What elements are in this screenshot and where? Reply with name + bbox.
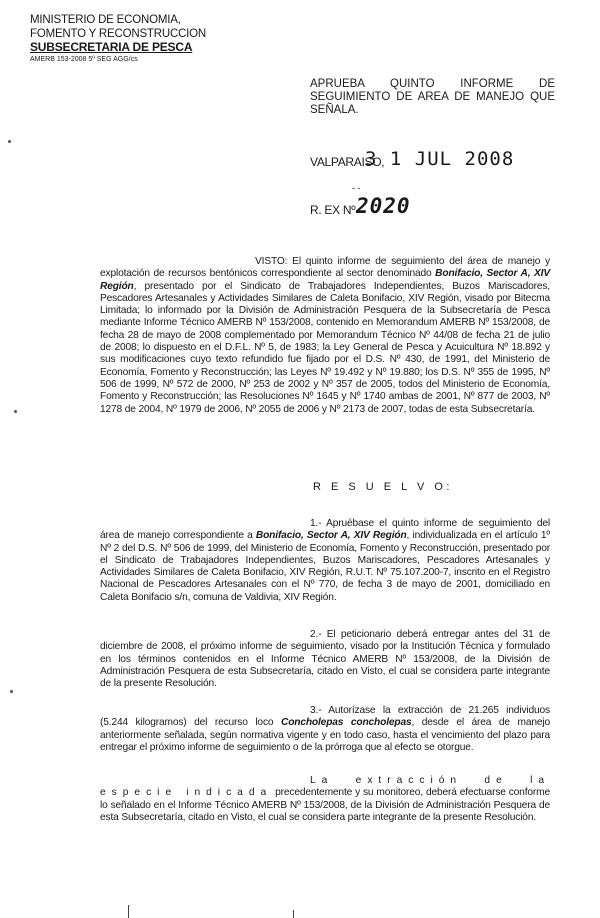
item3-text-1: 3.- Autorízase la extracción de 21.265 individuos (5.244 kilogramos) del recurso loco [100, 705, 550, 729]
scan-speck [14, 410, 17, 413]
visto-lead: VISTO: [255, 256, 288, 267]
visto-text-1: El quinto informe de seguimiento del área de manejo y explotación de recursos bentónicos correspondiente al sector denominado [100, 256, 550, 280]
scan-speck [8, 140, 11, 143]
city-label: VALPARAISO, [310, 155, 385, 169]
resolution-item-4 [100, 775, 550, 824]
letterhead-subsecretaria: SUBSECRETARIA DE PESCA [30, 40, 193, 54]
item3-species: Concholepas concholepas [280, 717, 412, 729]
subject-line: APRUEBA QUINTO INFORME DE SEGUIMIENTO DE AREA DE MANEJO QUE SEÑALA. [310, 78, 555, 116]
resuelvo-heading: R E S U E L V O: [313, 481, 453, 493]
visto-sector: Bonifacio, Sector A, XIV Región [100, 268, 550, 292]
scan-speck [10, 690, 13, 693]
item1-text-2: , individualizada en el artículo 1º Nº 2 del D.S. Nº 506 de 1999, del Ministerio de Economía, Fomento y Reconstrucción, presentado por el Sindicato de Trabajadores Independientes, Buzos Mariscadores, Pescadores Artesanales y Actividades Similares de Caleta Bonifacio, XIV Región, R.U.T. Nº 75.107.200-7, inscrito en el Registro Nacional de Pescadores Artesanales con el Nº 770, de fecha 3 de mayo de 2001, domiciliado en Caleta Bonifacio s/n, comuna de Valdivia, XIV Región. [100, 530, 551, 603]
letterhead-ministry-cont: FOMENTO Y RECONSTRUCCION [30, 27, 207, 40]
resolution-item-2: 2.- El peticionario deberá entregar antes del 31 de diciembre de 2008, el próximo informe de seguimiento, visado por la Institución Técnica y formulado en los términos contenidos en el Informe Técnico AMERB Nº 153/2008, de la División de Administración Pesquera de esta Subsecretaría, citado en Visto, el cual se considera parte integrante de la presente Resolución. [100, 629, 550, 690]
item1-sector: Bonifacio, Sector A, XIV Región [255, 530, 407, 542]
item4-lead: La extracción de la especie indicada [100, 775, 550, 799]
date-stamp: 3 1 JUL 2008 [365, 148, 515, 170]
letterhead-ministry: MINISTERIO DE ECONOMIA, [30, 14, 181, 26]
item4-text: precedentemente y su monitoreo, deberá efectuarse conforme lo señalado en el Informe Técnico AMERB Nº 153/2008, de la División de Administración Pesquera de esta Subsecretaría, citado en Visto, el cual se considera parte integrante de la presente Resolución. [100, 787, 550, 823]
stamp-dash: - - [352, 183, 361, 193]
resolution-item-1 [100, 518, 550, 604]
item3-text-2: , desde el área de manejo anteriormente señalada, según normativa vigente y en todo caso, hasta el vencimiento del plazo para entregar el próximo informe de seguimiento o de la prórroga que al efecto se otorgue. [100, 717, 550, 753]
scan-mark [128, 905, 129, 918]
resolution-label: R. EX Nº [310, 203, 356, 217]
visto-text-2: , presentado por el Sindicato de Trabajadores Independientes, Buzos Mariscadores, Pescadores Artesanales y Actividades Similares de Caleta Bonifacio, XIV Región, visado por Bitecma Limitada; lo informado por la División de Administración Pesquera de la Subsecretaría de Pesca mediante Informe Técnico AMERB Nº 153/2008, contenido en Memorandum AMERB Nº 153/2008, de fecha 28 de mayo de 2008 complementado por Memorandum Técnico Nº 44/08 de fecha 21 de julio de 2008; lo dispuesto en el D.F.L. Nº 5, de 1983; la Ley General de Pesca y Acuicultura Nº 18.892 y sus modificaciones cuyo texto refundido fue fijado por el D.S. Nº 430, de 1991, del Ministerio de Economía, Fomento y Reconstrucción; las Leyes Nº 19.492 y Nº 19.880; los D.S. Nº 355 de 1995, Nº 506 de 1999, Nº 572 de 2000, Nº 253 de 2002 y Nº 357 de 2005, todos del Ministerio de Economía, Fomento y Reconstrucción; las Resoluciones Nº 1645 y Nº 1740 ambas de 2001, Nº 877 de 2003, Nº 1278 de 2004, Nº 1979 de 2006, Nº 2055 de 2006 y Nº 2173 de 2007, todas de esta Subsecretaría. [100, 280, 550, 415]
visto-paragraph [100, 256, 550, 416]
scan-mark [293, 910, 294, 918]
resolution-number: 2020 [356, 194, 411, 218]
letterhead [30, 14, 206, 64]
resolution-item-3 [100, 705, 550, 754]
letterhead-reference: AMERB 153-2008 5º SEG AGG/cs [30, 55, 138, 63]
item1-text-1: 1.- Apruébase el quinto informe de seguimiento del área de manejo correspondiente a [100, 518, 550, 542]
